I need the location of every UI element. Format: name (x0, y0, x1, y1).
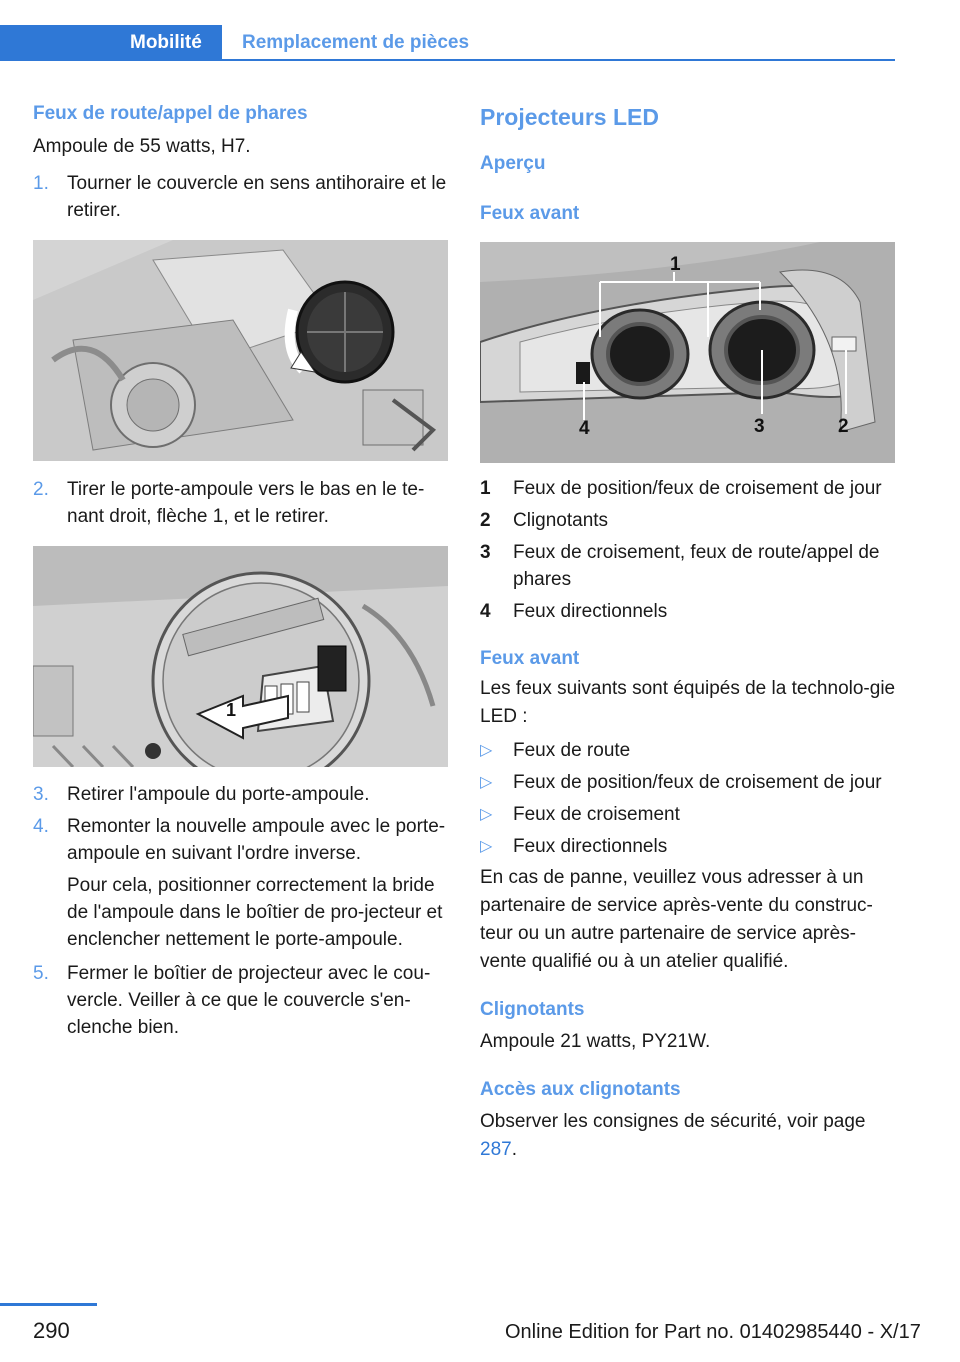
right-column (480, 100, 896, 1164)
bullet-icon: ▷ (480, 806, 493, 823)
legend-item (480, 475, 896, 502)
step-number: 2. (33, 479, 49, 500)
bullet-icon: ▷ (480, 742, 493, 759)
page-number-rule (0, 1303, 97, 1306)
legend-item (480, 539, 896, 593)
figure-label-4: 4 (579, 418, 590, 439)
legend-number: 4 (480, 601, 491, 622)
step-1 (33, 170, 448, 224)
section-heading-clignotants: Clignotants (480, 999, 585, 1020)
section-heading-feux-route: Feux de route/appel de phares (33, 103, 308, 124)
legend-text: Feux directionnels (513, 601, 668, 622)
bullet-icon: ▷ (480, 774, 493, 791)
step-text: Remonter la nouvelle ampoule avec le porte-ampoule en suivant l'ordre inverse. (67, 816, 446, 864)
tab-mobilite-label: Mobilité (130, 32, 202, 53)
step-number: 5. (33, 963, 49, 984)
panne-text: En cas de panne, veuillez vous adresser à un partenaire de service après-vente du construc‐teur ou un autre partenaire de service après-vente qualifié ou à un atelier qualifié. (480, 867, 873, 972)
legend-text: Clignotants (513, 510, 609, 531)
legend-text: Feux de croisement, feux de route/appel de phares (513, 542, 880, 590)
page-title: Projecteurs LED (480, 104, 659, 130)
page-number: 290 (33, 1318, 70, 1343)
section-heading-feux-avant-2: Feux avant (480, 648, 580, 669)
step-number: 1. (33, 173, 49, 194)
tab-mobilite[interactable] (0, 25, 222, 61)
section-heading-feux-avant: Feux avant (480, 203, 580, 224)
step-text: Tirer le porte-ampoule vers le bas en le te‐nant droit, flèche 1, et le retirer. (67, 479, 425, 527)
headlight-cover-figure (33, 240, 448, 461)
edition-footer: Online Edition for Part no. 01402985440 - X/17 (505, 1321, 921, 1343)
list-item (480, 801, 896, 828)
figure-label-3: 3 (754, 416, 765, 437)
step-4 (33, 813, 448, 867)
list-item-text: Feux de route (513, 740, 631, 761)
step-5 (33, 960, 448, 1041)
arrow-label: 1 (226, 700, 237, 720)
clignotants-text: Ampoule 21 watts, PY21W. (480, 1031, 711, 1052)
led-headlight-figure (480, 242, 895, 463)
intro-text: Ampoule de 55 watts, H7. (33, 136, 251, 157)
legend-text: Feux de position/feux de croisement de jour (513, 478, 882, 499)
legend-number: 2 (480, 510, 491, 531)
figure-label-2: 2 (838, 416, 849, 437)
acces-text-end: . (511, 1139, 517, 1160)
acces-text (480, 1108, 896, 1164)
figure-label-1: 1 (670, 254, 681, 275)
step-2 (33, 476, 448, 530)
list-item-text: Feux de position/feux de croisement de jour (513, 772, 882, 793)
header-tabs (0, 25, 895, 61)
subtitle-apercu: Aperçu (480, 153, 546, 174)
section-heading-acces-clignotants: Accès aux clignotants (480, 1079, 681, 1100)
legend-item (480, 598, 896, 625)
page-reference-link[interactable]: 287 (480, 1139, 512, 1160)
bullet-icon: ▷ (480, 838, 493, 855)
step-number: 3. (33, 784, 49, 805)
header-rule (222, 59, 895, 61)
bulb-holder-figure (33, 546, 448, 767)
acces-text-body: Observer les consignes de sécurité, voir page (480, 1111, 866, 1132)
legend-item (480, 507, 896, 534)
led-intro-text: Les feux suivants sont équipés de la technolo‐gie LED : (480, 678, 896, 727)
legend-number: 1 (480, 478, 491, 499)
legend-number: 3 (480, 542, 491, 563)
list-item-text: Feux de croisement (513, 804, 680, 825)
step-text: Fermer le boîtier de projecteur avec le cou‐vercle. Veiller à ce que le couvercle s'en‐clenche bien. (67, 963, 431, 1038)
step-note-text: Pour cela, positionner correctement la bride de l'ampoule dans le boîtier de pro‐jecteur et enclencher nettement le porte-ampoule. (67, 875, 443, 950)
left-column (33, 100, 448, 1041)
tab-remplacement[interactable]: Remplacement de pièces (242, 32, 470, 53)
list-item (480, 737, 896, 764)
list-item-text: Feux directionnels (513, 836, 668, 857)
step-number: 4. (33, 816, 49, 837)
step-text: Tourner le couvercle en sens antihoraire et le retirer. (67, 173, 447, 221)
list-item (480, 833, 896, 860)
step-3 (33, 781, 448, 808)
step-4-note (33, 872, 448, 953)
step-text: Retirer l'ampoule du porte-ampoule. (67, 784, 370, 805)
list-item (480, 769, 896, 796)
